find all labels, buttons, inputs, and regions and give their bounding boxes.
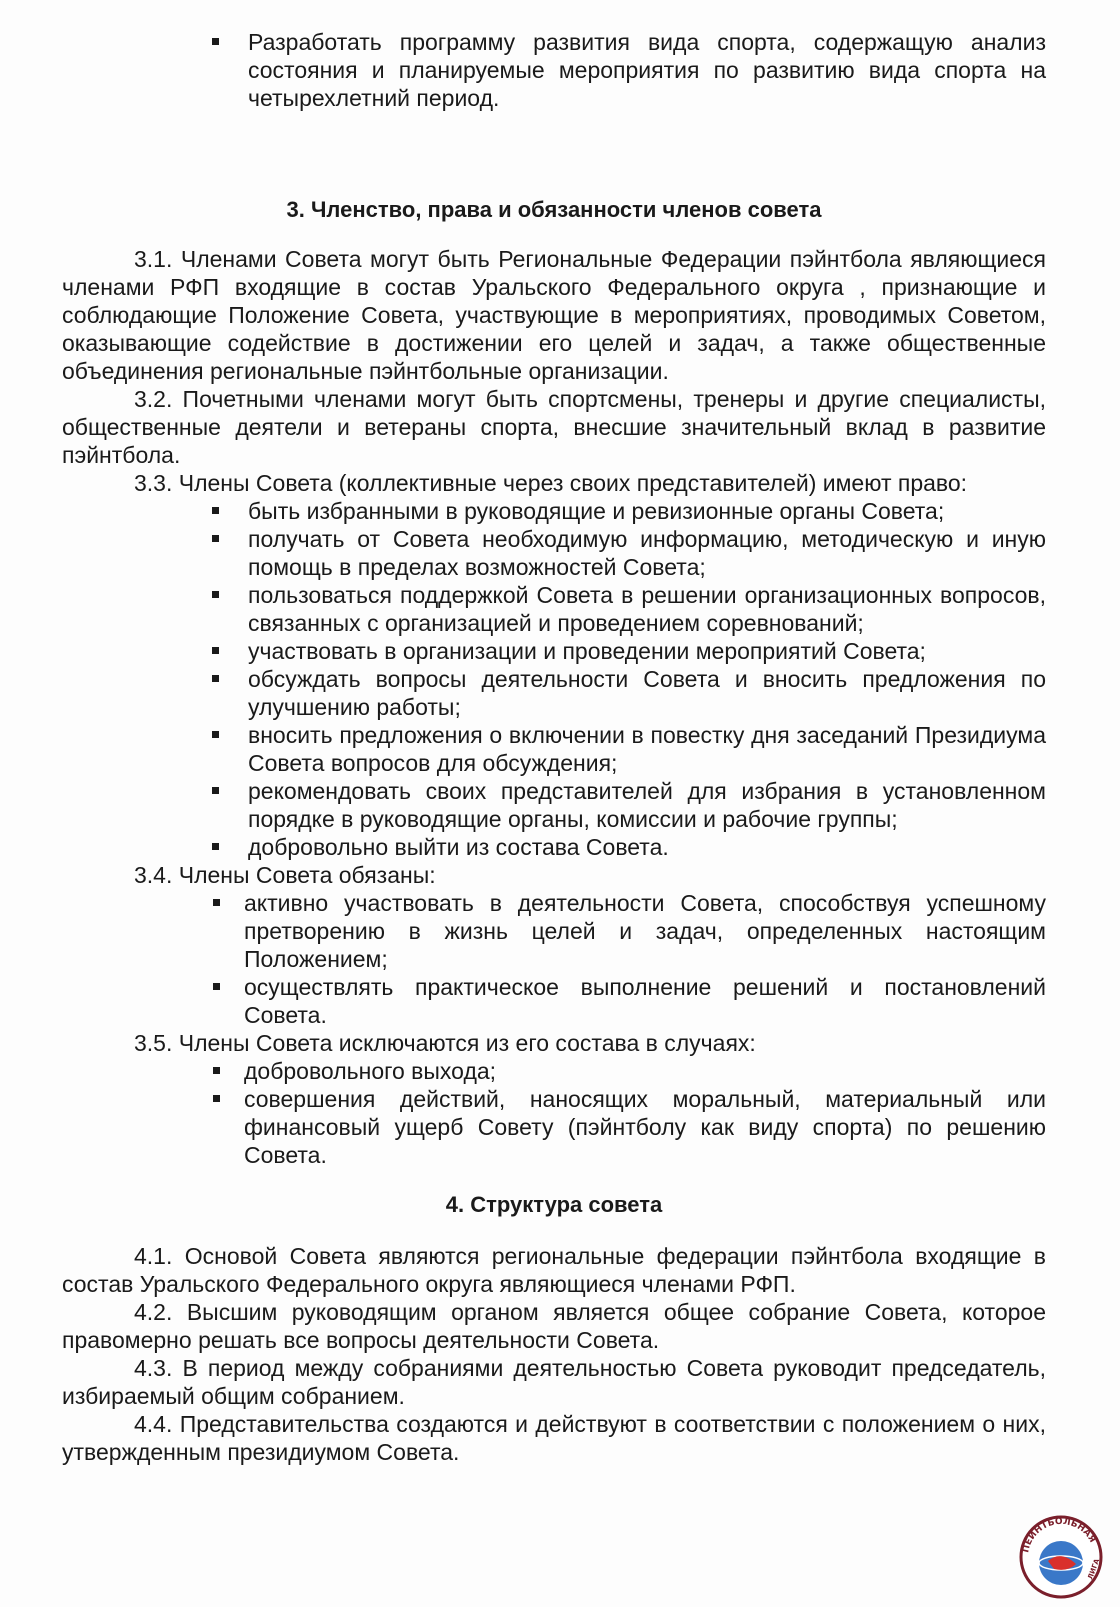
list-item — [62, 497, 1046, 525]
bullet-square — [212, 675, 219, 682]
list-item — [62, 525, 1046, 581]
list-item-text: быть избранными в руководящие и ревизионные органы Совета; — [248, 498, 945, 524]
league-logo-stamp — [1018, 1514, 1104, 1600]
bullet-square — [213, 1095, 220, 1102]
list-item-text: добровольно выйти из состава Совета. — [248, 834, 669, 860]
bullet-square — [212, 647, 219, 654]
logo-text-side: ЛИГА — [1086, 1557, 1102, 1581]
list-item-text: активно участвовать в деятельности Совета, способствуя успешному претворению в жизнь целей и задач, определенных настоящим Положением; — [244, 890, 1046, 972]
list-item — [62, 1085, 1046, 1169]
list-item — [62, 721, 1046, 777]
bullet-square — [212, 731, 219, 738]
bullet-square — [213, 1067, 220, 1074]
list-item — [62, 665, 1046, 721]
paragraph-4-2: 4.2. Высшим руководящим органом является общее собрание Совета, которое правомерно решать все вопросы деятельности Совета. — [62, 1299, 1046, 1353]
bullet-square — [213, 983, 220, 990]
bullet-square — [212, 535, 219, 542]
bullet-square — [212, 787, 219, 794]
list-item — [62, 581, 1046, 637]
paragraph-3-4: 3.4. Члены Совета обязаны: — [134, 862, 436, 888]
duties-list — [62, 889, 1046, 1029]
list-item-text: обсуждать вопросы деятельности Совета и вносить предложения по улучшению работы; — [248, 666, 1046, 720]
section3-title: 3. Членство, права и обязанности членов совета — [286, 197, 822, 222]
list-item-text: совершения действий, наносящих моральный, материальный или финансовый ущерб Совету (пэйнтболу как виду спорта) по решению Совета. — [244, 1086, 1046, 1168]
document-body — [62, 28, 1046, 1466]
paragraph-4-3: 4.3. В период между собраниями деятельностью Совета руководит председатель, избираемый общим собранием. — [62, 1355, 1046, 1409]
paragraph-4-4: 4.4. Представительства создаются и действуют в соответствии с положением о них, утвержденным президиумом Совета. — [62, 1411, 1046, 1465]
list-item-text: получать от Совета необходимую информацию, методическую и иную помощь в пределах возможностей Совета; — [248, 526, 1046, 580]
bullet-square — [213, 899, 220, 906]
exclusions-list — [62, 1057, 1046, 1169]
paragraph-3-5: 3.5. Члены Совета исключаются из его состава в случаях: — [134, 1030, 756, 1056]
list-item — [62, 777, 1046, 833]
bullet-square — [212, 507, 219, 514]
bullet-square — [212, 591, 219, 598]
list-item-text: участвовать в организации и проведении мероприятий Совета; — [248, 638, 926, 664]
list-item — [62, 973, 1046, 1029]
list-item-text: рекомендовать своих представителей для избрания в установленном порядке в руководящие органы, комиссии и рабочие группы; — [248, 778, 1046, 832]
paragraph-3-1: 3.1. Членами Совета могут быть Региональные Федерации пэйнтбола являющиеся членами РФП входящие в состав Уральского Федерального округа , признающие и соблюдающие Положение Совета, участвующие в мероприятиях, проводимых Советом, оказывающие содействие в достижении его целей и задач, а также общественные объединения региональные пэйнтбольные организации. — [62, 246, 1046, 384]
list-item-text: осуществлять практическое выполнение решений и постановлений Совета. — [244, 974, 1046, 1028]
paragraph-4-1: 4.1. Основой Совета являются региональные федерации пэйнтбола входящие в состав Уральского Федерального округа являющиеся членами РФП. — [62, 1243, 1046, 1297]
paragraph-3-3: 3.3. Члены Совета (коллективные через своих представителей) имеют право: — [134, 470, 968, 496]
list-item — [62, 1057, 1046, 1085]
list-item-text: добровольного выхода; — [244, 1058, 497, 1084]
section4-title: 4. Структура совета — [445, 1192, 663, 1217]
list-item-text: вносить предложения о включении в повестку дня заседаний Президиума Совета вопросов для обсуждения; — [248, 722, 1046, 776]
list-item — [62, 889, 1046, 973]
rights-list — [62, 497, 1046, 861]
list-item-text: пользоваться поддержкой Совета в решении организационных вопросов, связанных с организацией и проведением соревнований; — [248, 582, 1046, 636]
paragraph-3-2: 3.2. Почетными членами могут быть спортсмены, тренеры и другие специалисты, общественные деятели и ветераны спорта, внесшие значительный вклад в развитие пэйнтбола. — [62, 386, 1046, 468]
list-item — [62, 637, 1046, 665]
logo-text-top: ПЕЙНТБОЛЬНАЯ — [1021, 1516, 1098, 1554]
intro-bullet-text: Разработать программу развития вида спорта, содержащую анализ состояния и планируемые мероприятия по развитию вида спорта на четырехлетний период. — [248, 29, 1046, 111]
list-item — [62, 833, 1046, 861]
bullet-square — [212, 38, 219, 45]
bullet-square — [212, 843, 219, 850]
intro-bullet-item — [62, 28, 1046, 112]
